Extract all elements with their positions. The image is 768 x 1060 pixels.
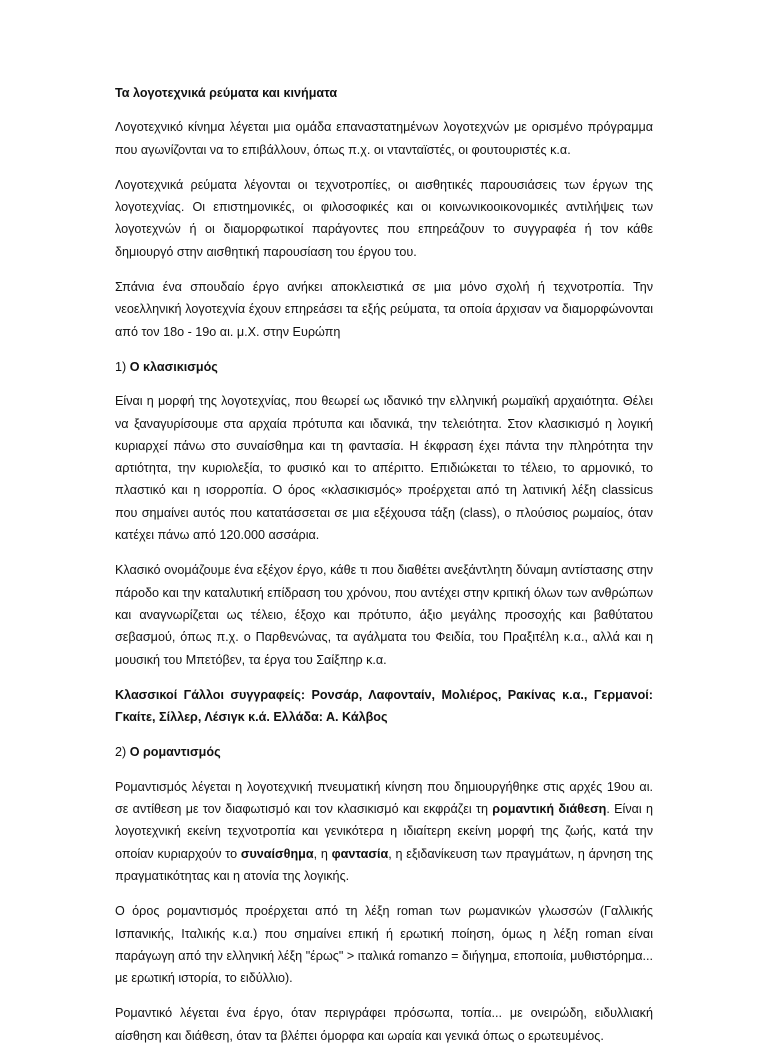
section-heading-classicism: [115, 356, 653, 378]
paragraph-influences: Σπάνια ένα σπουδαίο έργο ανήκει αποκλειστικά σε μια μόνο σχολή ή τεχνοτροπία. Την νεοελληνική λογοτεχνία έχουν επηρεάσει τα εξής ρεύματα, τα οποία άρχισαν να διαμορφώνονται από τον 18ο - 19ο αι. μ.Χ. στην Ευρώπη: [115, 280, 653, 339]
section-number: 2): [115, 745, 130, 760]
text-run: , η: [313, 846, 332, 861]
paragraph-literary-currents: Λογοτεχνικά ρεύματα λέγονται οι τεχνοτροπίες, οι αισθητικές παρουσιάσεις των έργων της λογοτεχνίας. Οι επιστημονικές, οι φιλοσοφικές και οι κοινωνικοοικονομικές αντιλήψεις των λογοτεχνών ή οι διαμορφωτικοί παράγοντες που επηρεάζουν το συγγραφέα ή τον κάθε δημιουργό στην αισθητική παρουσίαση του έργου του.: [115, 177, 653, 259]
text-run: Ρομαντισμός λέγεται η λογοτεχνική πνευματική κίνηση που δημιουργήθηκε στις αρχές 19ου αι. σε αντίθεση με τον διαφωτισμό και τον κλασικισμό και εκφράζει τη: [115, 779, 653, 817]
emphasis-romantic-mood: ρομαντική διάθεση: [492, 802, 607, 817]
paragraph-literary-movement: Λογοτεχνικό κίνημα λέγεται μια ομάδα επαναστατημένων λογοτεχνών με ορισμένο πρόγραμμα που αγωνίζονται να το επιβάλλουν, όπως π.χ. οι ντανταϊστές, οι φουτουριστές κ.α.: [115, 120, 653, 157]
paragraph-romanticism-etymology: Ο όρος ρομαντισμός προέρχεται από τη λέξη roman των ρωμανικών γλωσσών (Γαλλικής Ισπανικής, Ιταλικής κ.α.) που σημαίνει επική ή ερωτική ποίηση, όμως η λέξη roman είναι παράγωγη από την ελληνική λέξη "έρως" > ιταλικά romanzo = διήγημα, εποποιία, μυθιστόρημα... με ερωτική ιστορία, το ειδύλλιο).: [115, 904, 653, 986]
paragraph-classic-work: Κλασικό ονομάζουμε ένα εξέχον έργο, κάθε τι που διαθέτει ανεξάντλητη δύναμη αντίστασης στην πάροδο και την καταλυτική επίδραση του χρόνου, που αντέχει στην κριτική όλων των ανθρώπων και αναγνωρίζεται ως τέλειο, έξοχο και πρότυπο, άξιο μεγάλης προσοχής και βαθύτατου σεβασμού, όπως π.χ. ο Παρθενώνας, τα αγάλματα του Φειδία, του Πραξιτέλη κ.α., αλλά και η μουσική του Μπετόβεν, τα έργα του Σαίξπηρ κ.α.: [115, 563, 653, 667]
paragraph-romanticism-definition: [115, 776, 653, 887]
section-title: Ο κλασικισμός: [129, 359, 218, 374]
document-title: Τα λογοτεχνικά ρεύματα και κινήματα: [115, 86, 338, 100]
section-number: 1): [115, 359, 130, 374]
paragraph-classicism-definition: Είναι η μορφή της λογοτεχνίας, που θεωρεί ως ιδανικό την ελληνική ρωμαϊκή αρχαιότητα. Θέλει να ξαναγυρίσουμε στα αρχαία πρότυπα και ιδανικά, την τελειότητα. Στον κλασικισμό η λογική κυριαρχεί πάνω στο συναίσθημα και τη φαντασία. Η έκφραση έχει πάντα την πληρότητα την αρτιότητα, την κυριολεξία, το φυσικό και το απέριττο. Επιδιώκεται το τέλειο, το αρμονικό, το πλαστικό και η ισορροπία. Ο όρος «κλασικισμός» προέρχεται από τη λατινική λέξη classicus που σημαίνει αυτός που κατατάσσεται σε μια εξέχουσα τάξη (class), ο πλούσιος ρωμαίος, όταν κατέχει πάνω από 120.000 ασσάρια.: [115, 394, 653, 543]
paragraph-romantic-work: Ρομαντικό λέγεται ένα έργο, όταν περιγράφει πρόσωπα, τοπία... με ονειρώδη, ειδυλλιακή αίσθηση και διάθεση, όταν τα βλέπει όμορφα και ωραία και γενικά όπως ο ερωτευμένος.: [115, 1006, 653, 1043]
section-heading-romanticism: [115, 741, 653, 763]
paragraph-classic-authors: Κλασσικοί Γάλλοι συγγραφείς: Ρονσάρ, Λαφονταίν, Μολιέρος, Ρακίνας κ.α., Γερμανοί: Γκαίτε, Σίλλερ, Λέσιγκ κ.ά. Ελλάδα: Α. Κάλβος: [115, 687, 653, 725]
section-title: Ο ρομαντισμός: [129, 745, 221, 760]
text-run: , η εξιδανίκευση των πραγμάτων, η άρνηση της πραγματικότητας και η ατονία της λογικής.: [115, 846, 653, 883]
emphasis-imagination: φαντασία: [331, 846, 389, 861]
emphasis-emotion: συναίσθημα: [240, 846, 314, 861]
text-run: . Είναι η λογοτεχνική εκείνη τεχνοτροπία και γενικότερα η ιδιαίτερη εκείνη μορφή της ζωής, κατά την οποίαν κυριαρχούν το: [115, 802, 653, 861]
document-page: [115, 82, 653, 1060]
